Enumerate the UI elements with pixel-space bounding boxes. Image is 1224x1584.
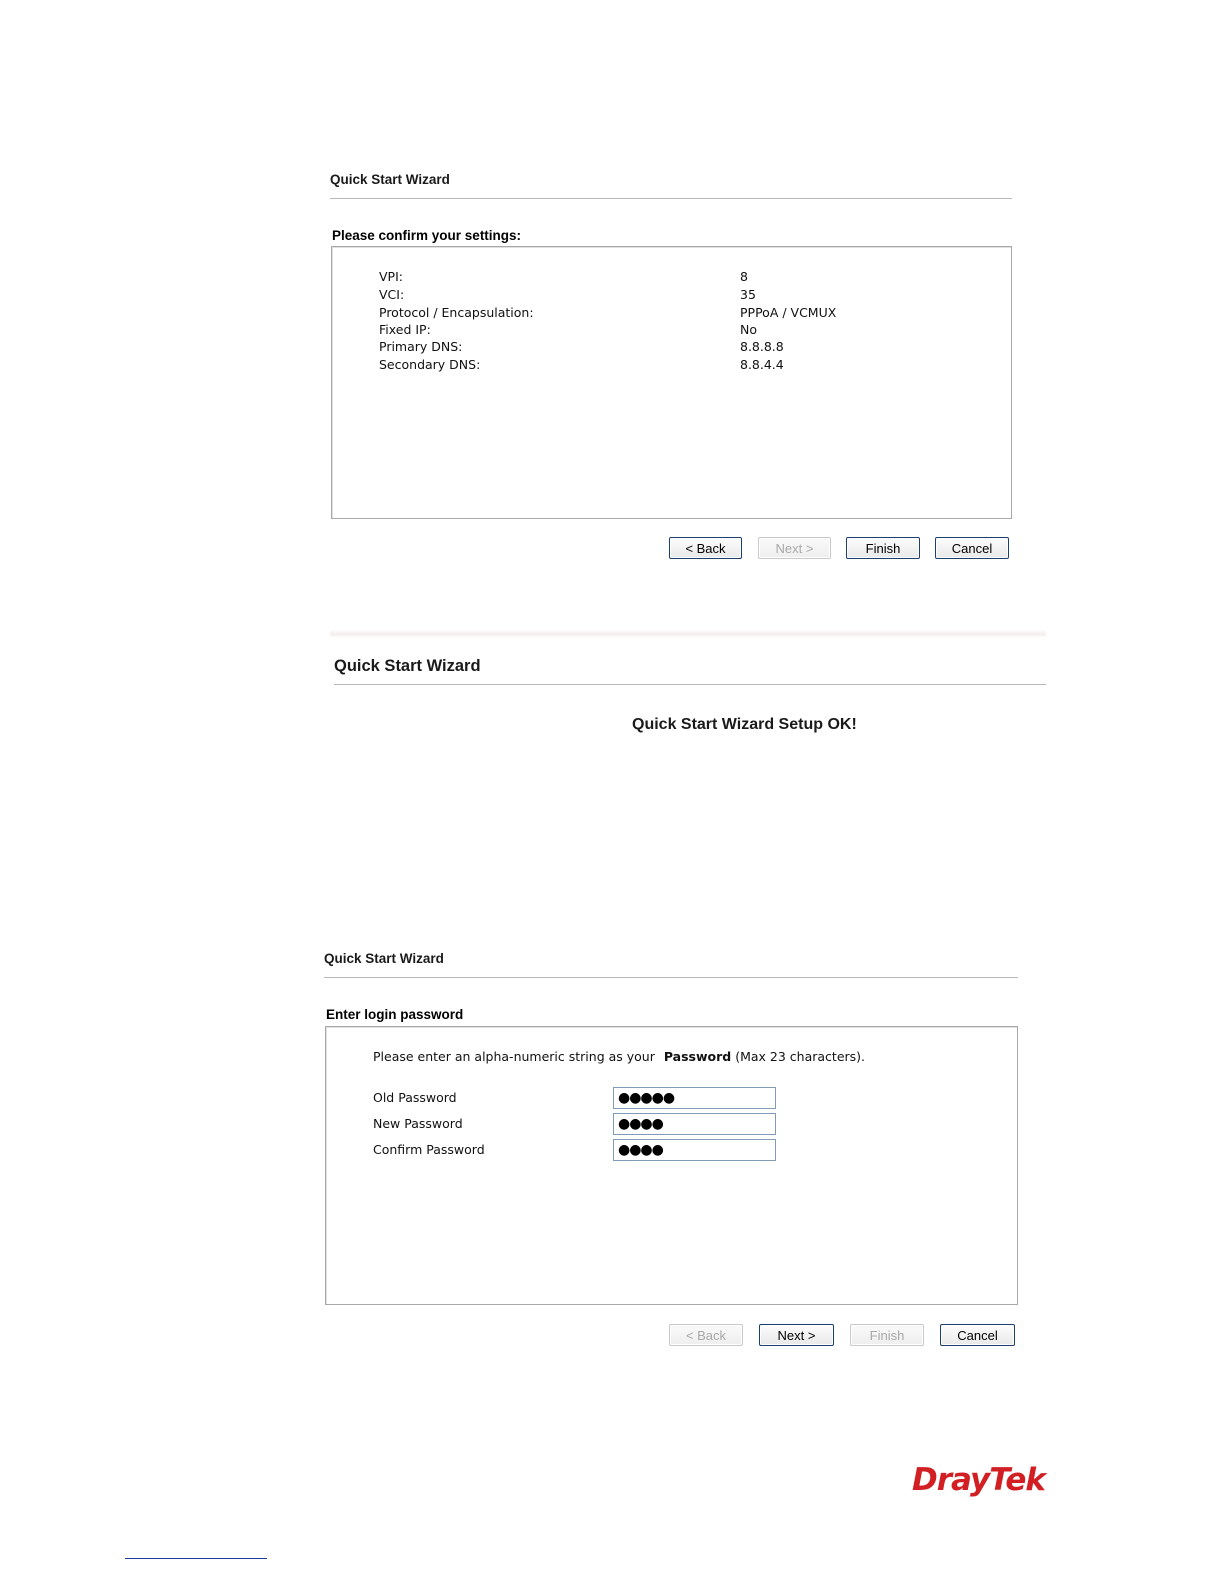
back-button[interactable]: < Back xyxy=(669,1324,743,1346)
draytek-logo: DrayTek xyxy=(912,1462,1045,1498)
setup-ok-message: Quick Start Wizard Setup OK! xyxy=(632,716,857,733)
footer-link-underline xyxy=(125,1558,267,1559)
title-divider xyxy=(330,198,1012,199)
setting-value-primary-dns: 8.8.8.8 xyxy=(740,339,784,354)
wizard-title: Quick Start Wizard xyxy=(330,172,450,187)
setting-label-fixed-ip: Fixed IP: xyxy=(379,322,431,337)
old-password-field[interactable]: ●●●●● xyxy=(613,1087,776,1109)
confirm-password-field[interactable]: ●●●● xyxy=(613,1139,776,1161)
instruction-text: Please enter an alpha-numeric string as your xyxy=(373,1049,655,1064)
instruction-bold: Password xyxy=(663,1049,732,1064)
setting-label-secondary-dns: Secondary DNS: xyxy=(379,357,481,372)
setting-label-vpi: VPI: xyxy=(379,269,403,284)
setting-label-protocol: Protocol / Encapsulation: xyxy=(379,305,534,320)
setting-value-fixed-ip: No xyxy=(740,322,757,337)
back-button[interactable]: < Back xyxy=(669,537,742,559)
setting-value-vci: 35 xyxy=(740,287,756,302)
finish-button[interactable]: Finish xyxy=(850,1324,924,1346)
panel-top-edge xyxy=(330,630,1046,638)
settings-summary-box xyxy=(331,246,1012,519)
password-instruction xyxy=(373,1049,865,1064)
setting-label-primary-dns: Primary DNS: xyxy=(379,339,463,354)
setting-value-protocol: PPPoA / VCMUX xyxy=(740,305,837,320)
wizard-title: Quick Start Wizard xyxy=(334,657,481,675)
password-form-box xyxy=(325,1026,1018,1305)
setting-value-secondary-dns: 8.8.4.4 xyxy=(740,357,784,372)
setting-label-vci: VCI: xyxy=(379,287,405,302)
setting-value-vpi: 8 xyxy=(740,269,748,284)
section-heading: Enter login password xyxy=(326,1007,464,1022)
next-button[interactable]: Next > xyxy=(758,537,831,559)
next-button[interactable]: Next > xyxy=(759,1324,834,1346)
section-heading: Please confirm your settings: xyxy=(332,228,522,243)
title-divider xyxy=(334,684,1046,685)
cancel-button[interactable]: Cancel xyxy=(940,1324,1015,1346)
confirm-password-label: Confirm Password xyxy=(373,1142,485,1157)
wizard-title: Quick Start Wizard xyxy=(324,951,444,966)
title-divider xyxy=(324,977,1018,978)
instruction-suffix: (Max 23 characters). xyxy=(735,1049,866,1064)
cancel-button[interactable]: Cancel xyxy=(935,537,1009,559)
old-password-label: Old Password xyxy=(373,1090,457,1105)
new-password-field[interactable]: ●●●● xyxy=(613,1113,776,1135)
finish-button[interactable]: Finish xyxy=(846,537,920,559)
new-password-label: New Password xyxy=(373,1116,463,1131)
